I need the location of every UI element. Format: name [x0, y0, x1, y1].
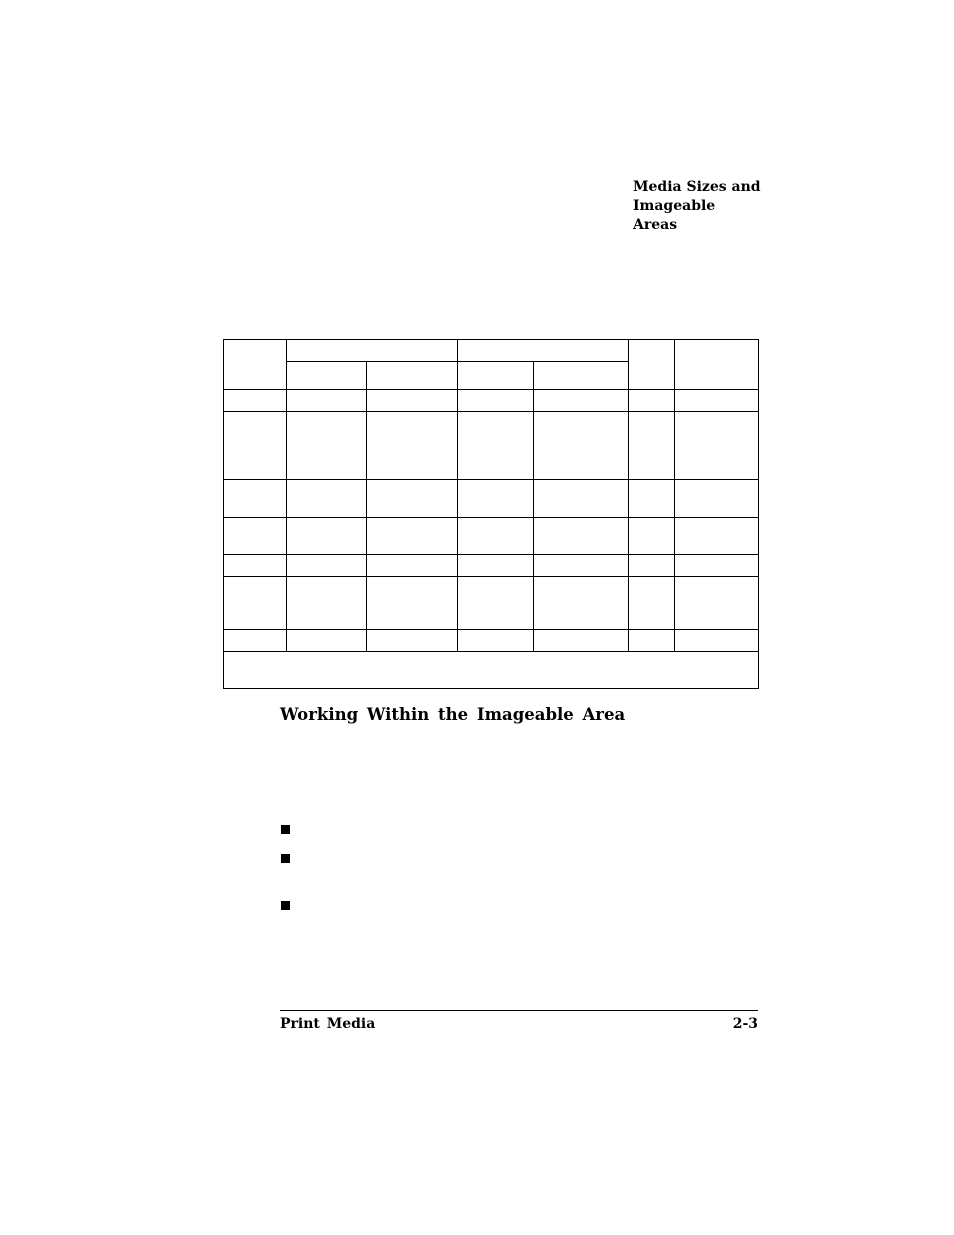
table-cell [287, 577, 367, 630]
table-footnote-row [224, 652, 759, 689]
table-cell [458, 555, 534, 577]
table-cell [287, 630, 367, 652]
table-cell [534, 555, 629, 577]
table-cell [675, 518, 759, 555]
table-cell [675, 390, 759, 412]
table-cell [675, 577, 759, 630]
table-cell [367, 390, 458, 412]
table-cell [224, 518, 287, 555]
table-cell [458, 518, 534, 555]
bullet-marker [281, 901, 290, 910]
footer-section-name: Print Media [280, 1016, 376, 1032]
table-header-row [224, 340, 759, 362]
table-cell [367, 577, 458, 630]
table-cell [534, 577, 629, 630]
table-cell [224, 555, 287, 577]
bullet-marker [281, 825, 290, 834]
media-sizes-table [223, 339, 759, 689]
section-title: Working Within the Imageable Area [280, 705, 626, 724]
table-cell [458, 362, 534, 390]
table-row [224, 518, 759, 555]
table-cell [287, 362, 367, 390]
table-cell [675, 340, 759, 390]
table-cell [675, 555, 759, 577]
table-row [224, 412, 759, 480]
side-heading [633, 178, 773, 235]
side-heading-line: Media Sizes and [633, 179, 761, 195]
table-footnote-cell [224, 652, 759, 689]
table-cell [367, 555, 458, 577]
table-cell [675, 412, 759, 480]
table-cell [629, 555, 675, 577]
table-cell [534, 390, 629, 412]
table-cell [458, 390, 534, 412]
table-cell [367, 480, 458, 518]
table-cell [287, 412, 367, 480]
table-cell [224, 630, 287, 652]
table-cell [629, 412, 675, 480]
table-cell [534, 630, 629, 652]
table-row [224, 480, 759, 518]
table-cell [224, 577, 287, 630]
table-cell [458, 412, 534, 480]
table-cell [458, 577, 534, 630]
table-cell [224, 340, 287, 390]
table-cell [458, 340, 629, 362]
table-row [224, 555, 759, 577]
table-cell [675, 480, 759, 518]
page-number: 2-3 [732, 1016, 758, 1032]
table-cell [287, 390, 367, 412]
table-cell [367, 518, 458, 555]
table-row [224, 390, 759, 412]
side-heading-line: Imageable [633, 198, 716, 214]
table-cell [629, 630, 675, 652]
table-cell [458, 480, 534, 518]
table-cell [287, 555, 367, 577]
table-cell [629, 577, 675, 630]
table-cell [629, 518, 675, 555]
table-cell [367, 630, 458, 652]
table-cell [367, 362, 458, 390]
table-cell [629, 480, 675, 518]
footer-rule [280, 1010, 758, 1011]
table-cell [458, 630, 534, 652]
table-cell [224, 480, 287, 518]
table-cell [287, 340, 458, 362]
table-cell [534, 412, 629, 480]
table-cell [534, 480, 629, 518]
table-row [224, 630, 759, 652]
table-cell [287, 480, 367, 518]
table-cell [287, 518, 367, 555]
table-cell [224, 390, 287, 412]
side-heading-line: Areas [633, 217, 678, 233]
table-cell [675, 630, 759, 652]
table-cell [629, 390, 675, 412]
table-cell [224, 412, 287, 480]
table-cell [534, 518, 629, 555]
bullet-marker [281, 854, 290, 863]
table-cell [629, 340, 675, 390]
table-cell [534, 362, 629, 390]
table-cell [367, 412, 458, 480]
table-row [224, 577, 759, 630]
